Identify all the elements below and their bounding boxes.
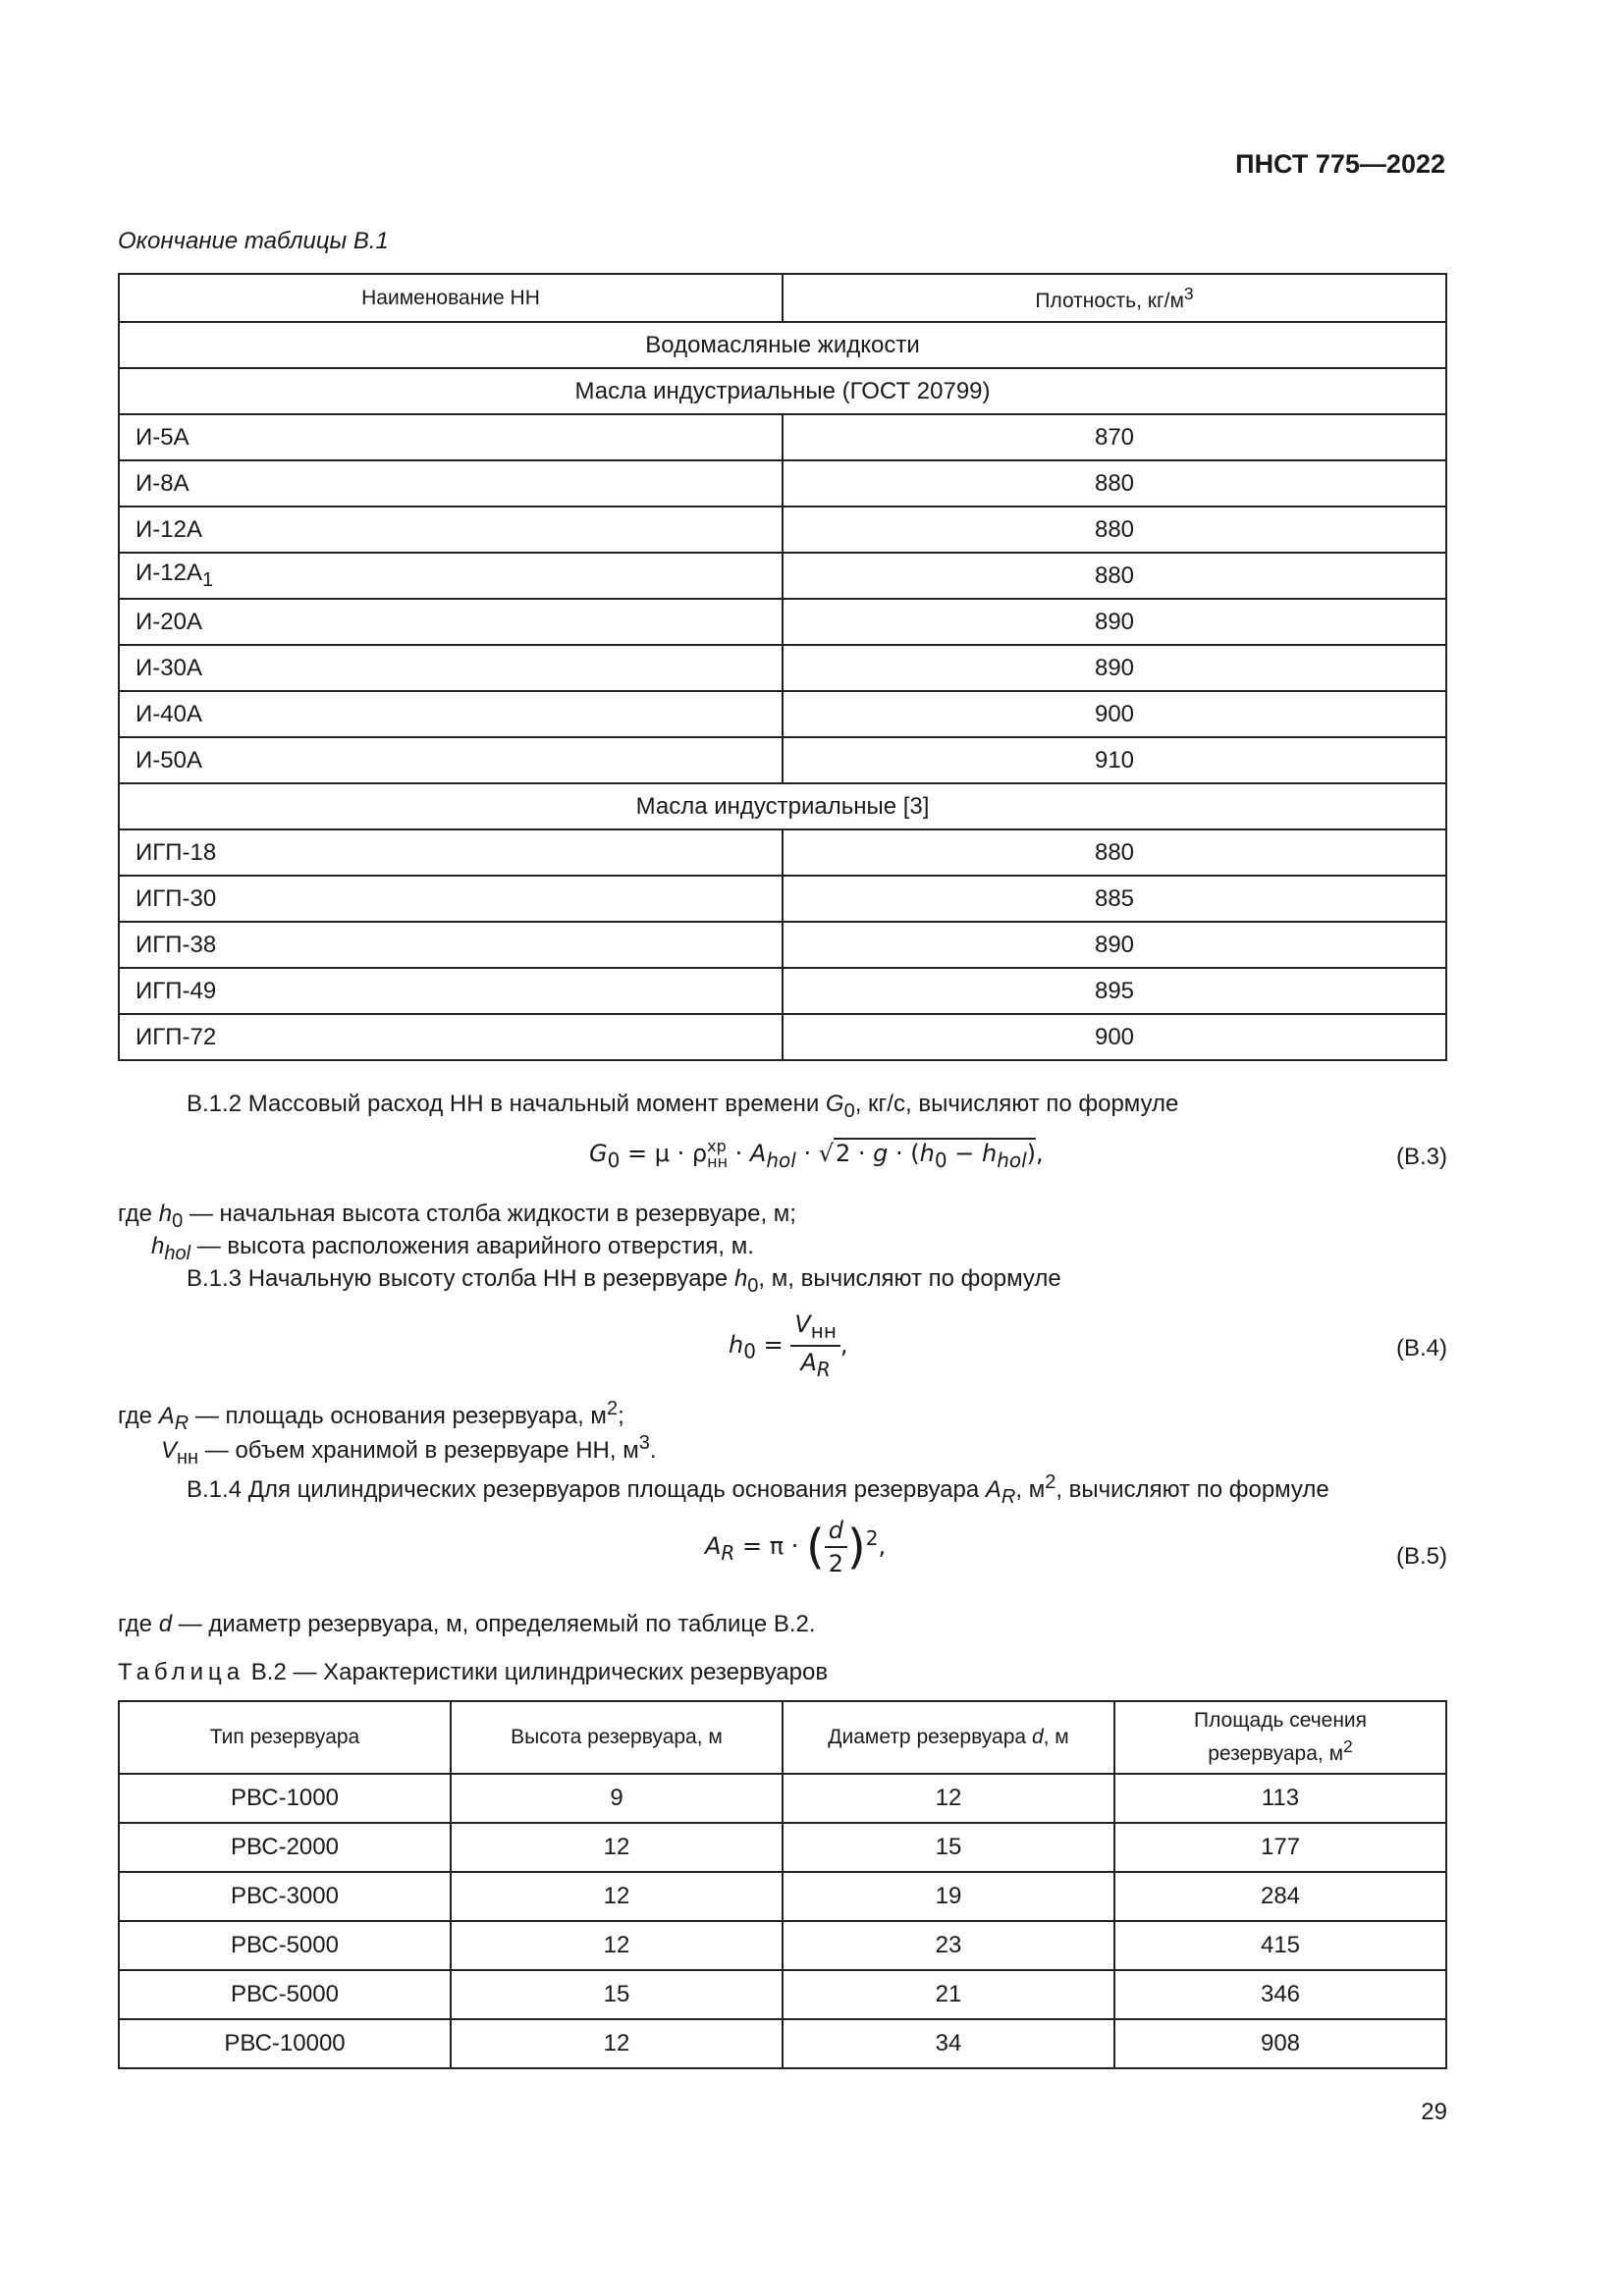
oil-name: И-8А (119, 460, 783, 507)
tank-area: 113 (1114, 1774, 1446, 1823)
oil-density: 890 (783, 922, 1446, 968)
table1-caption: Окончание таблицы В.1 (118, 228, 389, 254)
table-row (119, 1014, 1446, 1060)
formula-b5: $A_R = \pi$ · ( $\frac{d}{2}$ )$^2$, (705, 1517, 887, 1577)
table-row (119, 2019, 1446, 2068)
where-text: — начальная высота столба жидкости в резервуаре, м; (183, 1201, 796, 1227)
where-sup: 2 (606, 1398, 619, 1419)
tank-type: РВС-2000 (119, 1823, 451, 1872)
tank-diameter: 12 (783, 1774, 1114, 1823)
table-header-row (119, 1701, 1446, 1774)
oil-density: 880 (783, 460, 1446, 507)
oil-density: 900 (783, 1014, 1446, 1060)
header-area-line2: резервуара, м (1208, 1742, 1344, 1765)
b14-text-mid: , м (1015, 1476, 1046, 1503)
tank-diameter: 15 (783, 1823, 1114, 1872)
where-var-sub: R (174, 1412, 189, 1434)
where-var: h (158, 1201, 173, 1227)
group-title: Масла индустриальные [3] (119, 783, 1446, 829)
tank-diameter: 23 (783, 1921, 1114, 1970)
tank-area: 284 (1114, 1872, 1446, 1921)
table-row (119, 1970, 1446, 2019)
header-area-line1: Площадь сечения (1193, 1709, 1368, 1732)
table-row (119, 553, 1446, 599)
b13-var: h (733, 1265, 748, 1292)
page-number: 29 (1421, 2099, 1447, 2125)
table-row (119, 922, 1446, 968)
paragraph-b13 (187, 1264, 1061, 1301)
oil-name: И-50А (119, 737, 783, 783)
where-text: — площадь основания резервуара, м (189, 1403, 607, 1429)
group-row (119, 783, 1446, 829)
oil-density: 895 (783, 968, 1446, 1014)
b12-var: G (825, 1091, 844, 1117)
oil-name: И-40А (119, 691, 783, 737)
tank-area: 415 (1114, 1921, 1446, 1970)
oil-name-sub: 1 (201, 568, 214, 591)
tank-area: 177 (1114, 1823, 1446, 1872)
b14-var: A (985, 1476, 1001, 1503)
b14-sup: 2 (1045, 1471, 1056, 1493)
header-density-sup: 3 (1183, 283, 1194, 303)
b13-text-end: , м, вычисляют по формуле (758, 1265, 1061, 1292)
oil-name: ИГП-49 (119, 968, 783, 1014)
where-var-sub: hol (164, 1242, 191, 1264)
b14-var-sub: R (1001, 1485, 1016, 1508)
formula-number-b5: (В.5) (1395, 1543, 1447, 1570)
b12-where-2 (151, 1232, 754, 1268)
oil-name: И-12А (135, 560, 202, 587)
header-height: Высота резервуара, м (451, 1701, 783, 1774)
header-diameter-label: Диаметр резервуара (828, 1726, 1032, 1748)
where-text: — объем хранимой в резервуаре НН, м (198, 1437, 639, 1464)
tank-type: РВС-5000 (119, 1970, 451, 2019)
header-type: Тип резервуара (119, 1701, 451, 1774)
where-prefix: где (118, 1611, 159, 1637)
where-var-sub: 0 (172, 1209, 184, 1232)
tank-height: 15 (451, 1970, 783, 2019)
header-diameter (783, 1701, 1114, 1774)
table2-caption-text: В.2 — Характеристики цилиндрических резервуаров (244, 1659, 829, 1685)
oil-density: 900 (783, 691, 1446, 737)
table-row (119, 507, 1446, 553)
table-row (119, 414, 1446, 460)
oil-name: И-12А (119, 507, 783, 553)
b14-where (118, 1610, 816, 1639)
oil-name: ИГП-30 (119, 876, 783, 922)
b14-text: В.1.4 Для цилиндрических резервуаров площадь основания резервуара (187, 1476, 986, 1503)
paragraph-b12 (187, 1090, 1178, 1126)
where-end: ; (618, 1403, 624, 1429)
where-var: V (161, 1437, 178, 1464)
b12-where-1 (118, 1200, 796, 1236)
table-row (119, 1823, 1446, 1872)
table-row (119, 829, 1446, 876)
tank-type: РВС-3000 (119, 1872, 451, 1921)
table-row (119, 876, 1446, 922)
where-text: — высота расположения аварийного отверстия, м. (190, 1233, 754, 1259)
tank-height: 12 (451, 1872, 783, 1921)
b12-var-sub: 0 (843, 1099, 855, 1122)
table-header-row (119, 274, 1446, 322)
header-density (783, 274, 1446, 322)
tank-diameter: 21 (783, 1970, 1114, 2019)
formula-b3: $G_0 = \mu \cdot \rho$ хр нн · $A_{hol} \cdot √2 \cdot g \cdot (h_0 - h_{hol})$, (589, 1137, 1044, 1172)
oil-name: ИГП-18 (119, 829, 783, 876)
b13-text: В.1.3 Начальную высоту столба НН в резервуаре (187, 1265, 734, 1292)
oil-density: 870 (783, 414, 1446, 460)
oil-density: 890 (783, 645, 1446, 691)
formula-number-b4: (В.4) (1395, 1335, 1447, 1362)
where-prefix: где (118, 1201, 159, 1227)
document-id: ПНСТ 775—2022 (1235, 149, 1445, 179)
tank-area: 346 (1114, 1970, 1446, 2019)
table-row (119, 691, 1446, 737)
where-var: d (158, 1611, 173, 1637)
b12-text: В.1.2 Массовый расход НН в начальный момент времени (187, 1091, 826, 1117)
tank-height: 12 (451, 2019, 783, 2068)
b13-where-2 (161, 1428, 657, 1472)
tank-type: РВС-5000 (119, 1921, 451, 1970)
b14-text-end: , вычисляют по формуле (1056, 1476, 1329, 1503)
where-prefix: где (118, 1403, 159, 1429)
header-diameter-var: d (1031, 1726, 1044, 1748)
header-density-label: Плотность, кг/м (1035, 289, 1184, 312)
where-var-sub: нн (177, 1446, 199, 1468)
oil-density: 910 (783, 737, 1446, 783)
header-area (1114, 1701, 1446, 1774)
b13-var-sub: 0 (747, 1274, 759, 1297)
paragraph-b14 (187, 1468, 1329, 1512)
table2-caption (118, 1659, 828, 1686)
oil-name: И-30А (119, 645, 783, 691)
tank-diameter: 19 (783, 1872, 1114, 1921)
tank-height: 12 (451, 1823, 783, 1872)
oil-name-cell (119, 553, 783, 599)
table-row (119, 645, 1446, 691)
oil-density: 880 (783, 507, 1446, 553)
oil-density: 890 (783, 599, 1446, 645)
tank-height: 9 (451, 1774, 783, 1823)
table-row (119, 599, 1446, 645)
formula-number-b3: (В.3) (1395, 1144, 1447, 1170)
tank-table (118, 1700, 1447, 2069)
table-row (119, 737, 1446, 783)
oil-name: ИГП-72 (119, 1014, 783, 1060)
header-name: Наименование НН (119, 274, 783, 322)
tank-area: 908 (1114, 2019, 1446, 2068)
tank-type: РВС-1000 (119, 1774, 451, 1823)
table-row (119, 1921, 1446, 1970)
oil-name: И-20А (119, 599, 783, 645)
table-row (119, 968, 1446, 1014)
tank-diameter: 34 (783, 2019, 1114, 2068)
section-row (119, 322, 1446, 368)
table-row (119, 460, 1446, 507)
oil-density: 880 (783, 829, 1446, 876)
table2-caption-label: Таблица (118, 1659, 245, 1685)
group-row (119, 368, 1446, 414)
where-text: — диаметр резервуара, м, определяемый по таблице В.2. (172, 1611, 816, 1637)
table-row (119, 1774, 1446, 1823)
tank-type: РВС-10000 (119, 2019, 451, 2068)
oil-name: ИГП-38 (119, 922, 783, 968)
where-end: . (649, 1437, 657, 1464)
density-table (118, 273, 1447, 1061)
group-title: Масла индустриальные (ГОСТ 20799) (119, 368, 1446, 414)
where-sup: 3 (638, 1432, 650, 1454)
table-row (119, 1872, 1446, 1921)
header-diameter-unit: , м (1043, 1726, 1069, 1748)
b12-text-end: , кг/с, вычисляют по формуле (854, 1091, 1179, 1117)
oil-density: 880 (783, 553, 1446, 599)
oil-name: И-5А (119, 414, 783, 460)
where-var: h (151, 1233, 165, 1259)
header-area-sup: 2 (1343, 1736, 1353, 1756)
where-var: A (158, 1403, 175, 1429)
oil-density: 885 (783, 876, 1446, 922)
section-title: Водомасляные жидкости (119, 322, 1446, 368)
tank-height: 12 (451, 1921, 783, 1970)
formula-b4: $h_0$ = $\frac{V_{нн}}{A_R}$ , (729, 1310, 848, 1381)
